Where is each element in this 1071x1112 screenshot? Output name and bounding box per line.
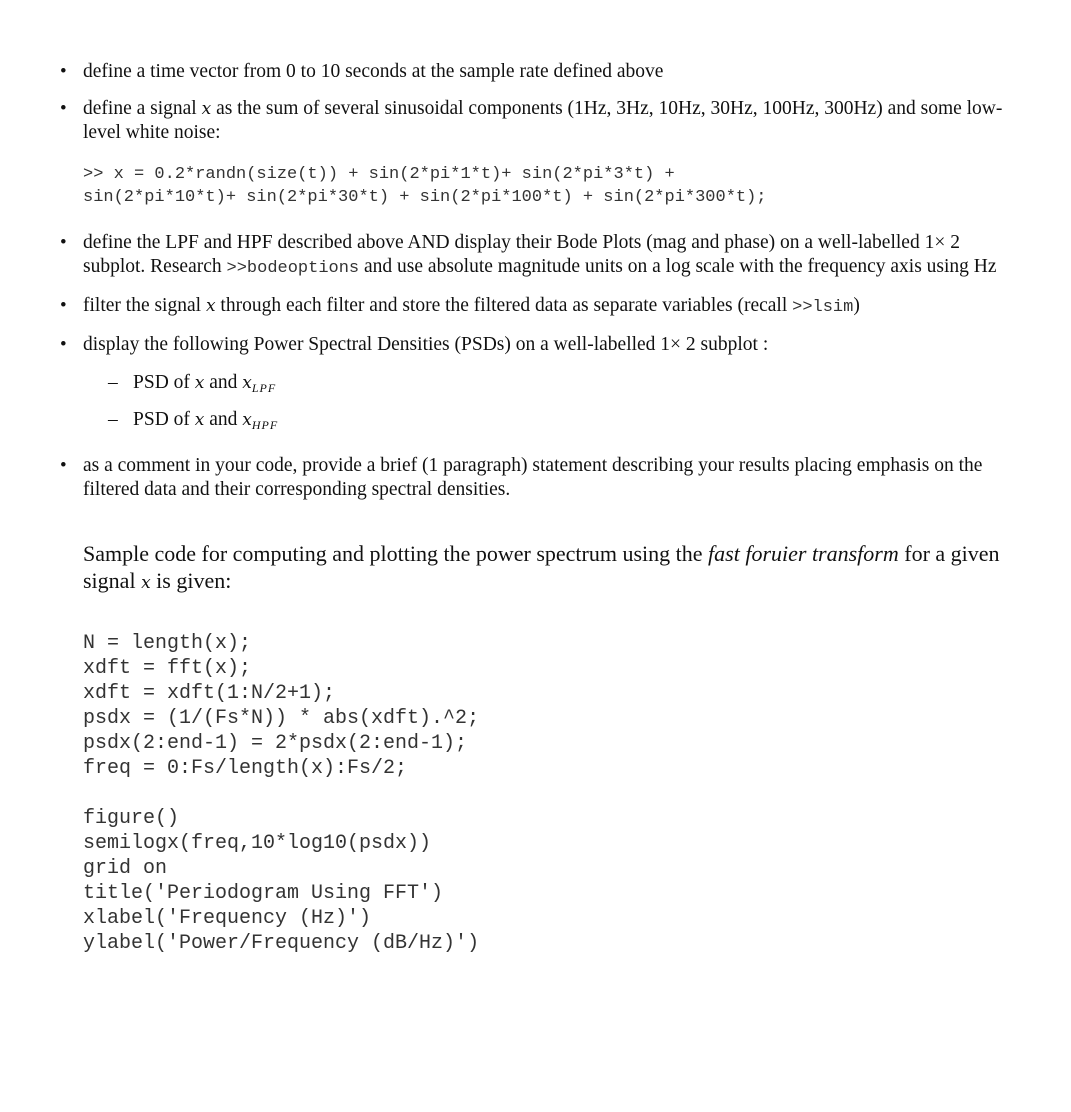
bullet-icon: •: [60, 232, 67, 253]
dash-icon: –: [108, 372, 118, 393]
emphasis-text: fast foruier transform: [708, 541, 899, 566]
code-line: xdft = xdft(1:N/2+1);: [83, 682, 336, 705]
code-line: freq = 0:Fs/length(x):Fs/2;: [83, 757, 408, 780]
code-line: >> x = 0.2*randn(size(t)) + sin(2*pi*1*t)+ sin(2*pi*3*t) +: [83, 165, 675, 184]
code-line: psdx = (1/(Fs*N)) * abs(xdft).^2;: [83, 707, 480, 730]
code-line: xdft = fft(x);: [83, 657, 252, 680]
sublist-item: – PSD of x and $x_{HPF}$: [108, 404, 1018, 441]
inline-code: >>bodeoptions: [226, 259, 360, 278]
math-variable: x: [201, 99, 212, 119]
code-blank-line: [83, 781, 1018, 806]
code-line: ylabel('Power/Frequency (dB/Hz)'): [83, 932, 480, 955]
code-line: grid on: [83, 857, 168, 880]
math-variable: x: [205, 296, 216, 316]
code-line: sin(2*pi*10*t)+ sin(2*pi*30*t) + sin(2*pi*100*t) + sin(2*pi*300*t);: [83, 188, 767, 207]
code-line: xlabel('Frequency (Hz)'): [83, 907, 372, 930]
code-line: semilogx(freq,10*log10(psdx)): [83, 832, 432, 855]
instruction-display-psd: display the following Power Spectral Densities (PSDs) on a well-labelled 1× 2 subplot :: [83, 334, 769, 355]
psd-sublist: [83, 367, 1018, 441]
instruction-time-vector: define a time vector from 0 to 10 seconds at the sample rate defined above: [83, 61, 664, 82]
inline-code: >>lsim: [792, 298, 854, 317]
sublist-item: – PSD of x and $x_{LPF}$: [108, 367, 1018, 404]
bullet-icon: •: [60, 61, 67, 82]
instruction-filters-bode: define the LPF and HPF described above AND display their Bode Plots (mag and phase) on a well-labelled 1× 2 subplot. Research >>bodeoptions and use absolute magnitude units on a log scale with the frequency axis using Hz: [83, 232, 997, 278]
math-variable: x: [242, 373, 252, 393]
code-line: title('Periodogram Using FFT'): [83, 882, 444, 905]
math-variable: x: [194, 410, 205, 430]
signal-code-snippet: [83, 163, 1018, 209]
list-item: [58, 294, 1018, 320]
code-line: figure(): [83, 807, 180, 830]
sample-code-intro: Sample code for computing and plotting the power spectrum using the fast foruier transform for a given signal x is given:: [83, 541, 1000, 593]
list-item: [58, 97, 1018, 209]
list-item: [58, 231, 1018, 281]
dash-icon: –: [108, 409, 118, 430]
math-variable: x: [242, 410, 252, 430]
sample-code-block: [83, 631, 1018, 956]
list-item: [58, 454, 1018, 502]
document-page: [58, 60, 1018, 956]
list-item: [58, 60, 1018, 84]
bullet-icon: •: [60, 455, 67, 476]
bullet-icon: •: [60, 295, 67, 316]
bullet-icon: •: [60, 98, 67, 119]
instruction-list: [58, 60, 1018, 502]
math-subscript: LPF: [251, 381, 277, 395]
math-subscript: HPF: [251, 418, 279, 432]
math-variable: x: [194, 373, 205, 393]
math-variable: x: [141, 573, 151, 593]
bullet-icon: •: [60, 334, 67, 355]
code-line: N = length(x);: [83, 632, 252, 655]
instruction-comment-results: as a comment in your code, provide a brief (1 paragraph) statement describing your results placing emphasis on the filtered data and their corresponding spectral densities.: [83, 455, 983, 500]
code-line: psdx(2:end-1) = 2*psdx(2:end-1);: [83, 732, 468, 755]
list-item: [58, 333, 1018, 441]
instruction-filter-signal: filter the signal x through each filter and store the filtered data as separate variables (recall >>lsim): [83, 295, 860, 317]
instruction-define-signal: define a signal x as the sum of several sinusoidal components (1Hz, 3Hz, 10Hz, 30Hz, 100Hz, 300Hz) and some low-level white noise:: [83, 98, 1003, 143]
